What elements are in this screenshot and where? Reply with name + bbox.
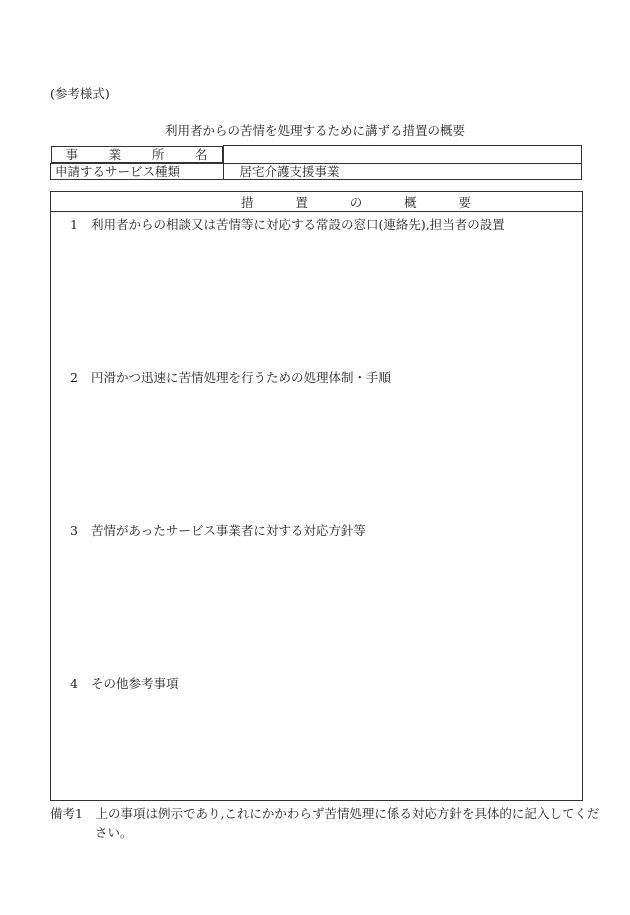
office-info-table (50, 145, 582, 180)
measure-item-text: その他参考事項 (90, 676, 179, 691)
document-title: 利用者からの苦情を処理するために講ずる措置の概要 (164, 123, 465, 138)
measure-item-number: 1 (70, 217, 78, 232)
measures-header-char: 措 (241, 195, 254, 210)
office-name-label (51, 146, 223, 163)
remarks-line-1: 備考1 上の事項は例示であり,これにかかわらず苦情処理に係る対応方針を具体的に記入してくだ (50, 806, 600, 821)
remarks-line-2: さい。 (95, 825, 133, 840)
measures-header-label (241, 193, 471, 211)
reference-form-label: (参考様式) (50, 86, 110, 101)
service-type-row (51, 163, 582, 179)
measures-header (51, 192, 582, 212)
office-name-label-char: 名 (194, 146, 208, 162)
service-type-value: 居宅介護支援事業 (223, 163, 582, 179)
measure-item-text: 苦情があったサービス事業者に対する対応方針等 (90, 523, 366, 538)
office-name-label-char: 事 (65, 146, 79, 162)
measures-header-char: 置 (295, 195, 308, 210)
office-name-label-char: 所 (151, 146, 165, 162)
measure-item-4 (70, 674, 179, 692)
measure-item-1 (70, 215, 505, 233)
office-name-label-char: 業 (108, 146, 122, 162)
measure-item-text: 利用者からの相談又は苦情等に対応する常設の窓口(連絡先),担当者の設置 (90, 217, 505, 232)
measure-item-number: 2 (70, 370, 78, 385)
office-name-row (51, 146, 582, 164)
measure-item-text: 円滑かつ迅速に苦情処理を行うための処理体制・手順 (90, 370, 391, 385)
measure-item-number: 4 (70, 676, 78, 691)
service-type-label: 申請するサービス種類 (51, 163, 224, 179)
measures-header-char: の (349, 195, 363, 210)
measures-header-char: 要 (458, 195, 471, 210)
measures-box (50, 191, 583, 801)
measure-item-3 (70, 521, 366, 539)
measure-item-2 (70, 368, 391, 386)
measures-header-char: 概 (404, 195, 417, 210)
office-name-value (223, 146, 582, 164)
measure-item-number: 3 (70, 523, 78, 538)
